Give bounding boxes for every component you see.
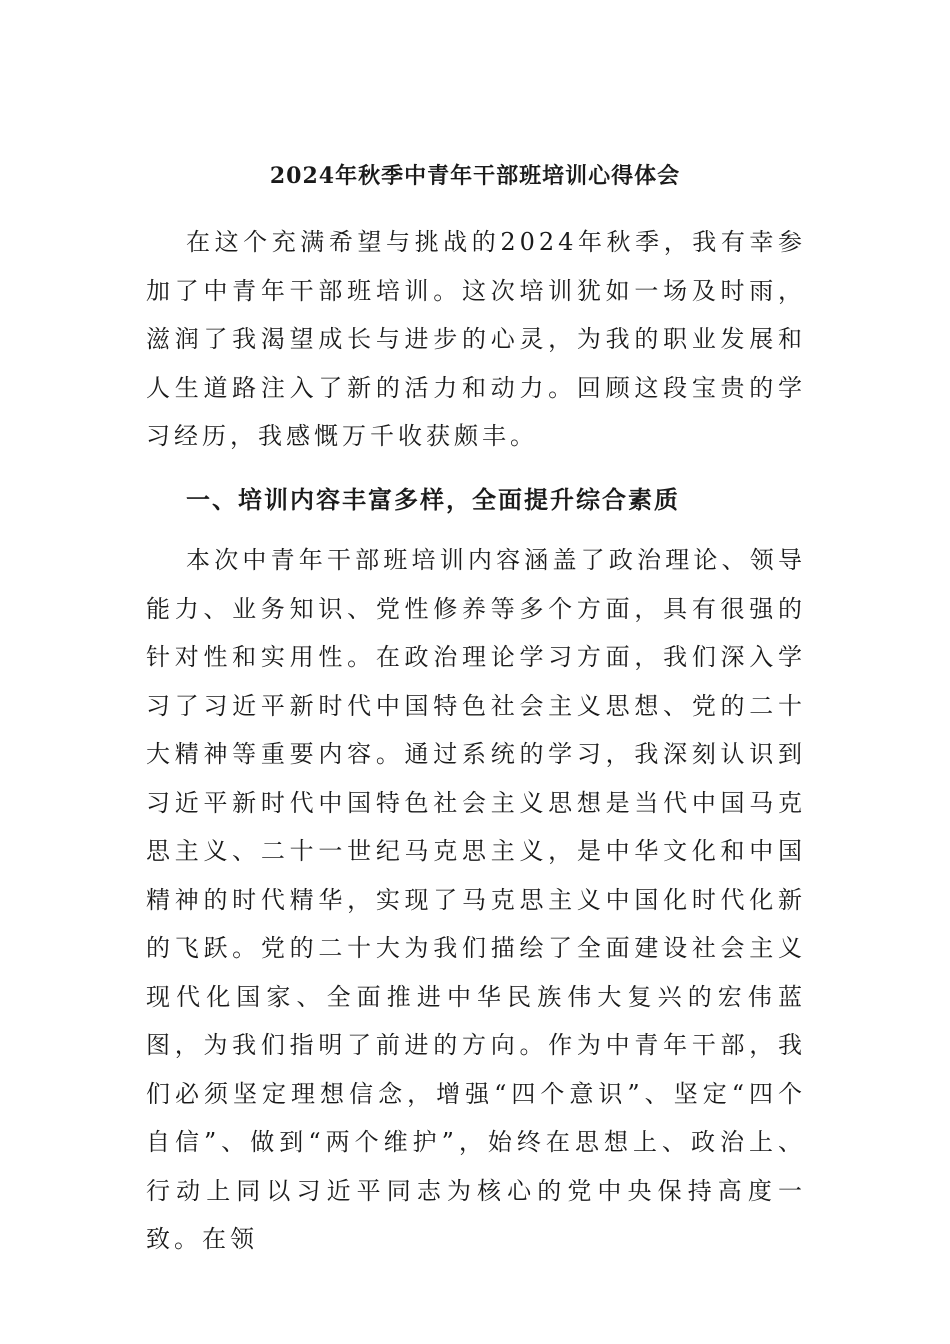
document-title: 2024年秋季中青年干部班培训心得体会 (269, 163, 681, 189)
section-heading: 一、培训内容丰富多样，全面提升综合素质 (186, 485, 680, 514)
intro-paragraph: 在这个充满希望与挑战的2024年秋季，我有幸参加了中青年干部班培训。这次培训犹如一场及时雨，滋润了我渴望成长与进步的心灵，为我的职业发展和人生道路注入了新的活力和动力。回顾这段宝贵的学习经历，我感慨万千收获颇丰。 (146, 228, 806, 450)
body-paragraph: 本次中青年干部班培训内容涵盖了政治理论、领导能力、业务知识、党性修养等多个方面，具有很强的针对性和实用性。在政治理论学习方面，我们深入学习了习近平新时代中国特色社会主义思想、党的二十大精神等重要内容。通过系统的学习，我深刻认识到习近平新时代中国特色社会主义思想是当代中国马克思主义、二十一世纪马克思主义，是中华文化和中国精神的时代精华，实现了马克思主义中国化时代化新的飞跃。党的二十大为我们描绘了全面建设社会主义现代化国家、全面推进中华民族伟大复兴的宏伟蓝图，为我们指明了前进的方向。作为中青年干部，我们必须坚定理想信念，增强“四个意识”、坚定“四个自信”、做到“两个维护”，始终在思想上、政治上、行动上同以习近平同志为核心的党中央保持高度一致。在领 (146, 546, 806, 1253)
